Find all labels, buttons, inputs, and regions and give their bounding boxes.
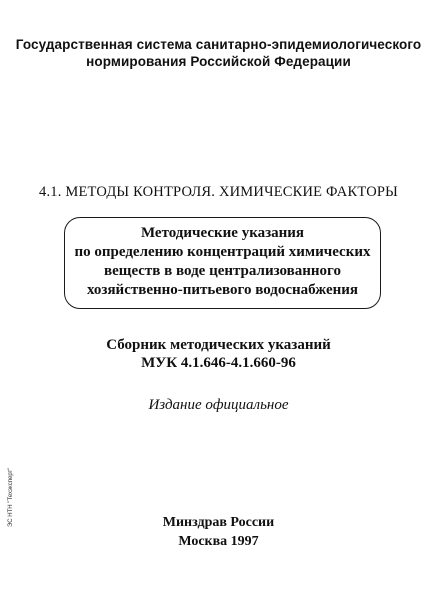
title-line-4: хозяйственно-питьевого водоснабжения: [86, 282, 359, 298]
document-title-frame: [64, 217, 381, 309]
header-line-2: нормирования Российской Федерации: [86, 54, 351, 69]
publisher-info: [0, 513, 437, 551]
collection-code: МУК 4.1.646-4.1.660-96: [141, 355, 296, 371]
publisher-city-year: Москва 1997: [178, 534, 259, 549]
vertical-stamp-text: ЭС НТН "Техэксперт": [8, 467, 14, 527]
collection-name: Сборник методических указаний: [106, 337, 331, 353]
header-line-1: Государственная система санитарно-эпидемиологического: [15, 37, 422, 52]
issuing-system-header: [0, 36, 437, 70]
collection-info: [0, 336, 437, 372]
publisher-name: Минздрав России: [162, 515, 275, 530]
title-line-1: Методические указания: [140, 225, 305, 241]
edition-label: Издание официальное: [148, 397, 289, 413]
title-line-2: по определению концентраций химических: [74, 244, 371, 260]
title-line-3: веществ в воде централизованного: [104, 263, 341, 279]
document-category: 4.1. МЕТОДЫ КОНТРОЛЯ. ХИМИЧЕСКИЕ ФАКТОРЫ: [39, 184, 398, 200]
